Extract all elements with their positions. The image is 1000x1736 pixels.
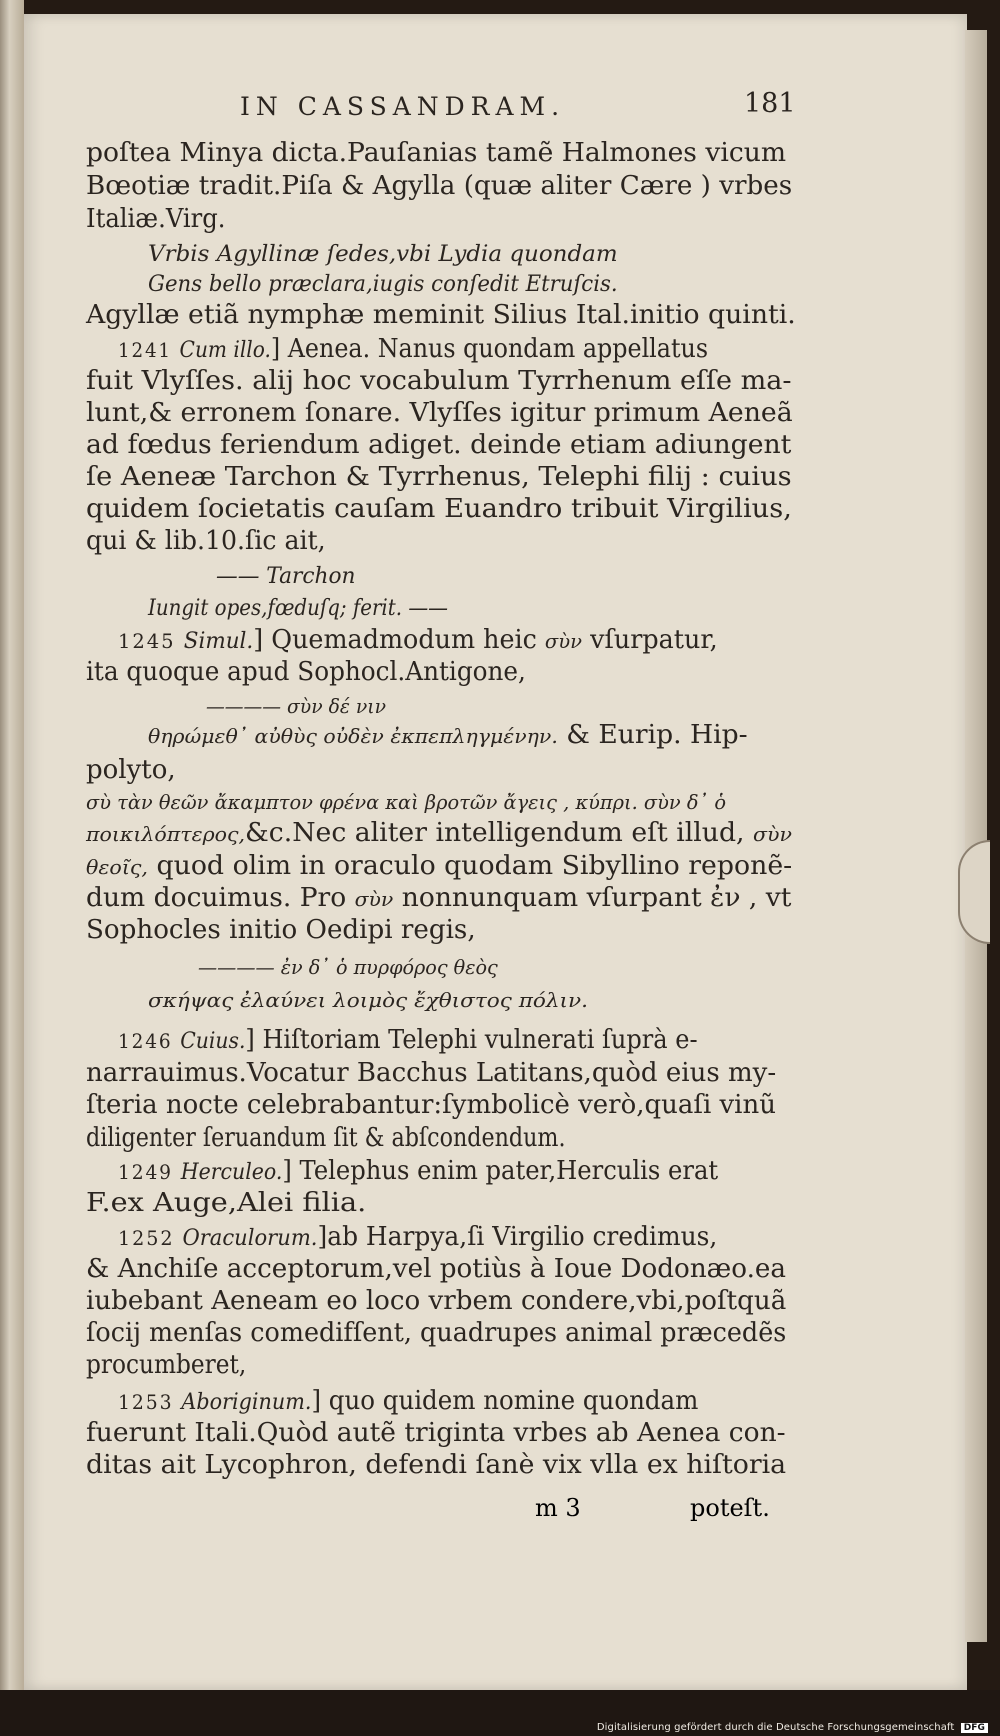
text-line: [118, 1386, 698, 1418]
italic-text: Cuius.: [180, 1029, 246, 1054]
roman-text: Sophocles initio Oedipi regis,: [86, 915, 476, 945]
text-line: [118, 1222, 717, 1254]
italic-text: Iungit opes,fœduſq; ferit. ——: [148, 596, 448, 621]
roman-text: procumberet,: [86, 1350, 247, 1380]
text-line: [86, 1188, 366, 1218]
roman-text: ſteria nocte celebrabantur:ſymbolicè verò,quaſi vinũ: [86, 1090, 776, 1120]
greek-text: ———— ἐν δ᾽ ὁ πυρφόρος θεὸς: [198, 955, 498, 979]
text-line: [118, 1025, 698, 1057]
line-number: 1246: [118, 1029, 181, 1053]
roman-text: fuerunt Itali.Quòd autẽ triginta vrbes ab Aenea con-: [86, 1418, 786, 1448]
text-line: [86, 1286, 786, 1316]
roman-text: Italiæ.Virg.: [86, 204, 226, 234]
roman-text: diligenter ſeruandum ſit & abſcondendum.: [86, 1123, 566, 1153]
text-line: [86, 1090, 776, 1120]
line-number: 1241: [118, 338, 180, 362]
roman-text: ſocij menſas comedifſent, quadrupes animal præcedẽs: [86, 1318, 787, 1348]
greek-text: σὺν: [354, 887, 394, 911]
text-line: [118, 334, 708, 366]
greek-text: θηρώμεθ᾽ αὐθὺς οὐδὲν ἐκπεπληγμένην.: [148, 724, 558, 748]
roman-text: F.ex Auge,Alei filia.: [86, 1188, 367, 1218]
roman-text: ditas ait Lycophron, defendi ſanè vix vlla ex hiſtoria: [86, 1450, 787, 1480]
roman-text: narrauimus.Vocatur Bacchus Latitans,quòd eius my-: [86, 1058, 777, 1088]
italic-text: Gens bello præclara,iugis conſedit Etruſcis.: [148, 272, 618, 297]
text-line: [198, 951, 498, 982]
italic-text: Oraculorum.: [182, 1226, 318, 1251]
roman-text: ]ab Harpya,ſi Virgilio credimus,: [317, 1222, 718, 1252]
running-head: IN CASSANDRAM.: [240, 92, 566, 121]
italic-text: —— Tarchon: [216, 564, 356, 589]
text-line: [86, 1123, 566, 1153]
footer-credit: [597, 1722, 988, 1733]
greek-text: θεοῖς,: [86, 855, 148, 879]
text-line: [86, 915, 476, 945]
roman-text: ad fœdus feriendum adiget. deinde etiam adiungent: [86, 430, 792, 460]
roman-text: qui & lib.10.ſic ait,: [86, 526, 326, 556]
text-line: [86, 1350, 246, 1380]
roman-text: iubebant Aeneam eo loco vrbem condere,vbi,poſtquã: [86, 1286, 787, 1316]
footer-text: Digitalisierung gefördert durch die Deutsche Forschungsgemeinschaft: [596, 1722, 955, 1733]
text-line: [86, 366, 792, 396]
text-line: [86, 138, 786, 168]
text-line: [86, 300, 796, 330]
text-line: [206, 690, 386, 721]
text-line: [86, 204, 226, 234]
page-fore-edge: [965, 30, 987, 1642]
text-line: [216, 560, 356, 592]
text-line: [86, 430, 791, 460]
text-line: [118, 1156, 718, 1188]
text-line: [86, 755, 176, 785]
dfg-logo: DFG: [961, 1723, 988, 1733]
text-line: [118, 625, 718, 657]
text-line: [148, 984, 588, 1015]
roman-text: poſtea Minya dicta.Pauſanias tamẽ Halmones vicum: [86, 138, 787, 168]
text-line: [86, 1450, 786, 1480]
line-number: 1252: [118, 1226, 183, 1250]
roman-text: polyto,: [86, 755, 176, 785]
roman-text: quod olim in oraculo quodam Sibyllino reponẽ-: [147, 851, 793, 881]
text-line: [86, 818, 792, 849]
roman-text: quidem ſocietatis cauſam Euandro tribuit Virgilius,: [86, 494, 792, 524]
page-tab-marker: [958, 840, 990, 944]
roman-text: &c.Nec aliter intelligendum eſt illud,: [245, 818, 754, 848]
line-number: 1249: [118, 1160, 181, 1184]
text-line: [148, 720, 748, 751]
roman-text: Agyllæ etiã nymphæ meminit Silius Ital.initio quinti.: [86, 300, 796, 330]
roman-text: nonnunquam vſurpant ἐν , vt: [393, 883, 792, 913]
catchword: poteſt.: [690, 1494, 770, 1522]
roman-text: & Anchiſe acceptorum,vel potiùs à Ioue Dodonæo.ea: [86, 1254, 787, 1284]
roman-text: ] Telephus enim pater,Herculis erat: [282, 1156, 719, 1186]
italic-text: Herculeo.: [180, 1160, 283, 1185]
greek-text: ποικιλόπτερος,: [86, 822, 246, 846]
roman-text: lunt,& erronem ſonare. Vlyſſes igitur primum Aeneã: [86, 398, 793, 428]
greek-text: σὺν: [544, 629, 583, 653]
text-line: [86, 786, 726, 817]
roman-text: fuit Vlyſſes. alij hoc vocabulum Tyrrhenum eſſe ma-: [86, 366, 792, 396]
line-number: 1253: [118, 1390, 182, 1414]
text-line: [86, 1254, 786, 1284]
italic-text: Aboriginum.: [181, 1390, 312, 1415]
text-line: [86, 851, 792, 882]
text-line: [86, 462, 792, 492]
roman-text: ſe Aeneæ Tarchon & Tyrrhenus, Telephi filij : cuius: [86, 462, 792, 492]
greek-text: σὺν: [753, 822, 792, 846]
greek-text: σκήψας ἐλαύνει λοιμὸς ἔχθιστος πόλιν.: [148, 988, 588, 1012]
roman-text: & Eurip. Hip-: [557, 720, 748, 750]
text-line: [86, 494, 792, 524]
roman-text: vſurpatur,: [582, 625, 718, 655]
text-line: [86, 1418, 786, 1448]
text-line: [86, 1318, 786, 1348]
text-line: [148, 592, 448, 624]
roman-text: dum docuimus. Pro: [86, 883, 355, 913]
roman-text: ita quoque apud Sophocl.Antigone,: [86, 657, 526, 687]
italic-text: Simul.: [183, 629, 254, 654]
text-line: [86, 171, 792, 201]
greek-text: ———— σὺν δέ νιν: [206, 694, 387, 718]
page-number: 181: [744, 88, 796, 119]
facing-page-edge: [0, 0, 24, 1736]
roman-text: ] Quemadmodum heic: [253, 625, 545, 655]
text-line: [86, 1058, 776, 1088]
text-line: [86, 883, 791, 914]
italic-text: Vrbis Agyllinæ ſedes,vbi Lydia quondam: [148, 242, 618, 267]
greek-text: σὺ τὰν θεῶν ἄκαμπτον φρένα καὶ βροτῶν ἄγεις , κύπρι. σὺν δ᾽ ὁ: [86, 790, 726, 814]
roman-text: Bœotiæ tradit.Piſa & Agylla (quæ aliter Cære ) vrbes: [86, 171, 793, 201]
italic-text: Cum illo.: [179, 338, 271, 363]
line-number: 1245: [118, 629, 184, 653]
text-line: [86, 398, 793, 428]
roman-text: ] quo quidem nomine quondam: [311, 1386, 699, 1416]
text-line: [86, 526, 326, 556]
roman-text: ] Aenea. Nanus quondam appellatus: [270, 334, 709, 364]
roman-text: ] Hiſtoriam Telephi vulnerati ſuprà e-: [245, 1025, 698, 1055]
text-line: [148, 238, 618, 270]
signature-mark: m 3: [535, 1494, 581, 1522]
text-line: [86, 657, 526, 687]
text-line: [148, 268, 618, 300]
